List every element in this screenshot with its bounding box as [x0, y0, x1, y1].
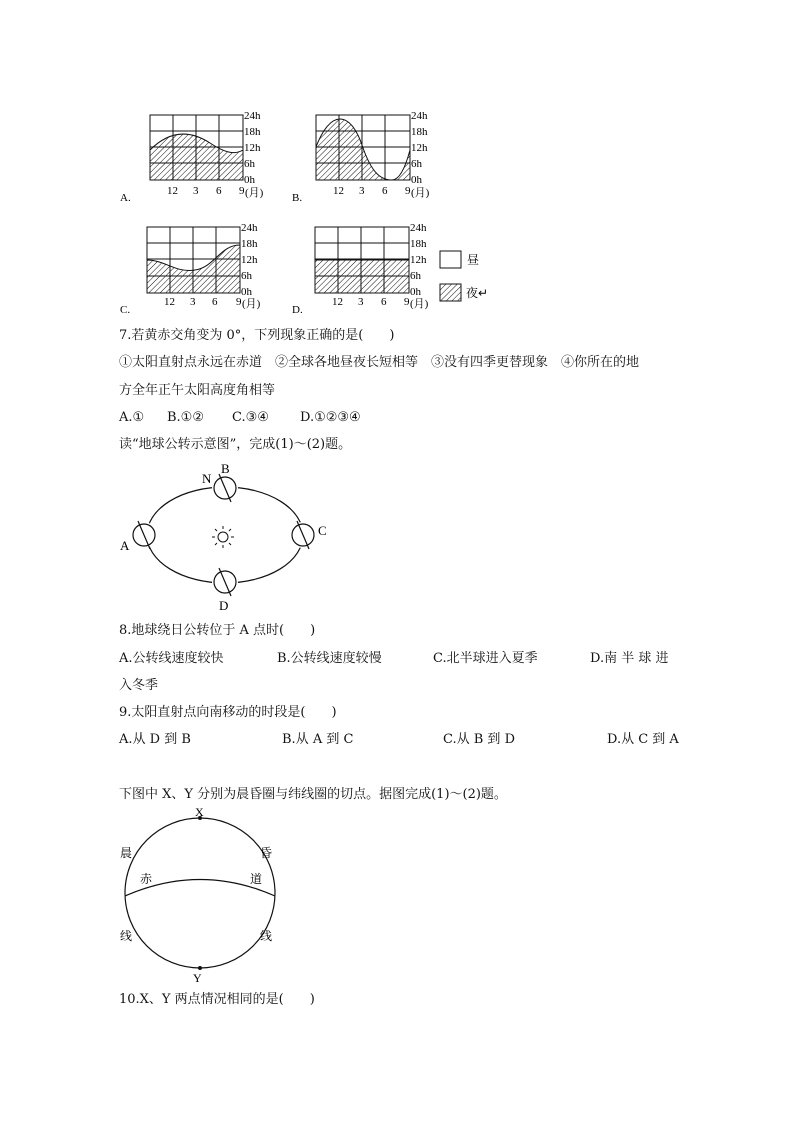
chart-d-y-24: 24h	[410, 222, 427, 234]
chart-b-y-6: 6h	[411, 158, 422, 170]
chart-c-x-6: 6	[212, 296, 218, 308]
chart-d-x-3: 3	[358, 296, 364, 308]
q8-option-d-wrap: 入冬季	[119, 678, 159, 693]
circle-label-y: Y	[193, 971, 202, 985]
circle-label-hun: 昏	[260, 846, 273, 860]
q7-option-a: A.①	[119, 410, 145, 425]
q8-option-d: D.南 半 球 进	[590, 651, 669, 666]
chart-d-x-6: 6	[381, 296, 387, 308]
chart-b-y-0: 0h	[411, 174, 422, 186]
chart-b-y-24: 24h	[411, 110, 428, 122]
q8-option-a: A.公转线速度较快	[119, 651, 224, 666]
circle-label-x: X	[195, 808, 204, 819]
legend-night: 夜↵	[466, 286, 489, 300]
reading-intro-1: 读“地球公转示意图”，完成(1)～(2)题。	[119, 437, 352, 452]
chart-a-x-3: 3	[193, 185, 199, 197]
circle-label-dao: 道	[250, 872, 263, 886]
chart-d-x-unit: (月)	[410, 298, 429, 310]
q7-option-b: B.①②	[167, 410, 204, 425]
day-night-charts	[110, 105, 510, 320]
chart-a-y-0: 0h	[244, 174, 255, 186]
chart-d-y-12: 12h	[410, 254, 427, 266]
chart-c-y-12: 12h	[241, 254, 258, 266]
chart-b-label: B.	[292, 192, 303, 204]
chart-a-y-12: 12h	[244, 142, 261, 154]
q8-option-c: C.北半球进入夏季	[433, 651, 538, 666]
legend-day: 昼	[467, 253, 480, 267]
q7-statements-line2: 方全年正午太阳高度角相等	[119, 383, 276, 398]
circle-label-chi: 赤	[140, 872, 153, 886]
q9-option-c: C.从 B 到 D	[443, 732, 515, 747]
chart-a-x-12: 12	[167, 185, 178, 197]
q7-stem: 7.若黄赤交角变为 0°，下列现象正确的是( )	[119, 328, 395, 343]
chart-b-x-9: 9	[405, 185, 411, 197]
chart-d-label: D.	[292, 304, 303, 316]
orbit-label-a: A	[120, 538, 130, 553]
chart-d-x-9: 9	[404, 296, 410, 308]
chart-a-x-6: 6	[216, 185, 222, 197]
chart-d-y-6: 6h	[410, 270, 421, 282]
chart-c	[120, 222, 261, 316]
q8-stem: 8.地球绕日公转位于 A 点时( )	[119, 623, 316, 638]
chart-d-y-0: 0h	[410, 286, 421, 298]
chart-c-x-unit: (月)	[242, 298, 261, 310]
chart-b-y-18: 18h	[411, 126, 428, 138]
reading-intro-2: 下图中 X、Y 分别为晨昏圈与纬线圈的切点。据图完成(1)～(2)题。	[119, 787, 507, 802]
chart-a-x-unit: (月)	[245, 187, 264, 199]
chart-a-y-24: 24h	[244, 110, 261, 122]
chart-a-x-9: 9	[239, 185, 245, 197]
chart-legend	[440, 251, 488, 301]
orbit-label-c: C	[318, 523, 327, 538]
chart-c-x-3: 3	[190, 296, 196, 308]
chart-a-y-6: 6h	[244, 158, 255, 170]
q7-statements-line1: ①太阳直射点永远在赤道 ②全球各地昼夜长短相等 ③没有四季更替现象 ④你所在的地	[119, 355, 640, 370]
orbit-diagram	[115, 458, 345, 616]
orbit-label-d: D	[219, 598, 229, 613]
chart-d-y-18: 18h	[410, 238, 427, 250]
circle-label-xian-left: 线	[120, 929, 133, 943]
orbit-label-b: B	[221, 461, 230, 476]
chart-c-y-6: 6h	[241, 270, 252, 282]
q10-stem: 10.X、Y 两点情况相同的是( )	[119, 992, 315, 1007]
chart-c-y-0: 0h	[241, 286, 252, 298]
circle-label-chen: 晨	[120, 846, 133, 860]
q7-option-c: C.③④	[232, 410, 269, 425]
orbit-label-n: N	[202, 471, 212, 486]
chart-d	[292, 222, 429, 316]
chart-a-y-18: 18h	[244, 126, 261, 138]
chart-d-x-12: 12	[332, 296, 343, 308]
q7-option-d: D.①②③④	[300, 410, 361, 425]
chart-b-x-12: 12	[333, 185, 344, 197]
q9-option-d: D.从 C 到 A	[607, 732, 679, 747]
chart-c-x-9: 9	[236, 296, 242, 308]
q9-option-a: A.从 D 到 B	[119, 732, 191, 747]
chart-c-label: C.	[120, 304, 131, 316]
terminator-diagram	[110, 808, 290, 986]
q8-option-b: B.公转线速度较慢	[277, 651, 382, 666]
chart-b	[292, 110, 430, 204]
chart-b-x-6: 6	[382, 185, 388, 197]
sun-icon	[212, 526, 234, 548]
q9-option-b: B.从 A 到 C	[282, 732, 354, 747]
chart-c-x-12: 12	[164, 296, 175, 308]
chart-c-y-18: 18h	[241, 238, 258, 250]
chart-b-x-unit: (月)	[411, 187, 430, 199]
chart-b-y-12: 12h	[411, 142, 428, 154]
chart-b-x-3: 3	[359, 185, 365, 197]
chart-c-y-24: 24h	[241, 222, 258, 234]
chart-a	[120, 110, 264, 204]
chart-a-label: A.	[120, 192, 131, 204]
q9-stem: 9.太阳直射点向南移动的时段是( )	[119, 705, 337, 720]
circle-label-xian-right: 线	[260, 929, 273, 943]
